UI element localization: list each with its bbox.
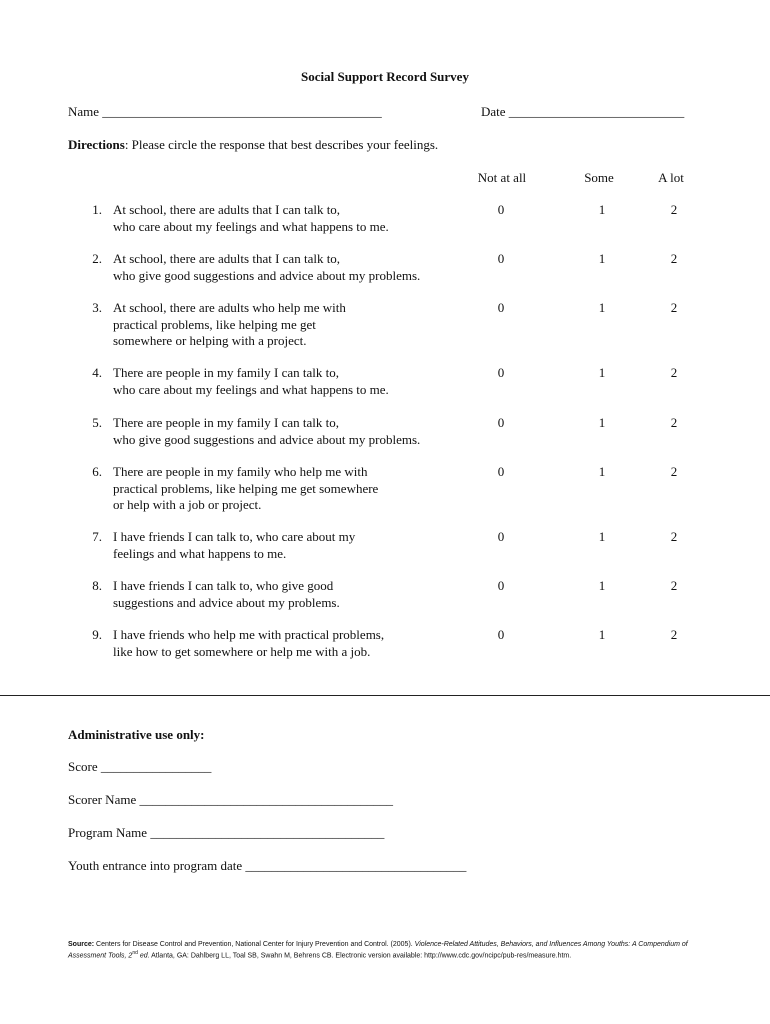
source-citation bbox=[68, 940, 708, 960]
response-option[interactable]: 1 bbox=[598, 202, 606, 217]
response-option[interactable]: 1 bbox=[598, 529, 606, 544]
admin-field-label: Scorer Name bbox=[68, 792, 137, 807]
source-text-1: Centers for Disease Control and Prevention, National Center for Injury Prevention and Control. (2005). bbox=[94, 941, 415, 948]
item-text: I have friends I can talk to, who give good suggestions and advice about my problems. bbox=[113, 578, 340, 610]
admin-field-entrance-date[interactable] bbox=[68, 858, 466, 874]
directions-label: Directions bbox=[68, 137, 125, 152]
response-option[interactable]: 2 bbox=[670, 300, 678, 315]
response-option[interactable]: 2 bbox=[670, 529, 678, 544]
item-text: At school, there are adults who help me with practical problems, like helping me get somewhere or helping with a project. bbox=[113, 300, 346, 348]
column-header-some: Some bbox=[584, 170, 614, 185]
response-option[interactable]: 2 bbox=[670, 578, 678, 593]
item-number: 4. bbox=[92, 365, 102, 380]
item-number: 3. bbox=[92, 300, 102, 315]
item-text: There are people in my family who help me with practical problems, like helping me get somewhere or help with a job or project. bbox=[113, 464, 379, 512]
source-text-2: Atlanta, GA: Dahlberg LL, Toal SB, Swahn M, Behrens CB. Electronic version available: http://www.cdc.gov/ncipc/pub-res/measure.htm. bbox=[149, 952, 572, 960]
response-option[interactable]: 2 bbox=[670, 365, 678, 380]
admin-field-label: Youth entrance into program date bbox=[68, 858, 243, 873]
response-option[interactable]: 0 bbox=[497, 464, 505, 479]
admin-field-line[interactable]: _______________________________________ bbox=[139, 792, 393, 807]
source-title: Violence-Related Attitudes, Behaviors, and Influences Among Youths: A Compendium of Assessment Tools, 2 bbox=[68, 941, 688, 960]
response-option[interactable]: 1 bbox=[598, 415, 606, 430]
column-header-a-lot: A lot bbox=[658, 170, 684, 185]
form-title: Social Support Record Survey bbox=[301, 69, 469, 84]
response-option[interactable]: 2 bbox=[670, 464, 678, 479]
name-label: Name bbox=[68, 104, 100, 119]
response-option[interactable]: 1 bbox=[598, 251, 606, 266]
admin-field-line[interactable]: __________________________________ bbox=[245, 858, 467, 873]
response-option[interactable]: 0 bbox=[497, 202, 505, 217]
name-field[interactable] bbox=[68, 104, 382, 120]
item-number: 5. bbox=[92, 415, 102, 430]
name-line[interactable]: ___________________________________________ bbox=[102, 104, 382, 119]
response-option[interactable]: 1 bbox=[598, 300, 606, 315]
response-option[interactable]: 1 bbox=[598, 627, 606, 642]
item-number: 7. bbox=[92, 529, 102, 544]
item-number: 1. bbox=[92, 202, 102, 217]
item-text: At school, there are adults that I can talk to, who care about my feelings and what happens to me. bbox=[113, 202, 389, 234]
date-label: Date bbox=[481, 104, 506, 119]
date-line[interactable]: ___________________________ bbox=[508, 104, 685, 119]
admin-field-label: Program Name bbox=[68, 825, 148, 840]
response-option[interactable]: 1 bbox=[598, 365, 606, 380]
admin-field-line[interactable]: _________________ bbox=[100, 759, 212, 774]
response-option[interactable]: 0 bbox=[497, 578, 505, 593]
response-option[interactable]: 2 bbox=[670, 251, 678, 266]
item-text: At school, there are adults that I can talk to, who give good suggestions and advice about my problems. bbox=[113, 251, 421, 283]
response-option[interactable]: 2 bbox=[670, 415, 678, 430]
item-number: 2. bbox=[92, 251, 102, 266]
response-option[interactable]: 0 bbox=[497, 365, 505, 380]
response-option[interactable]: 2 bbox=[670, 202, 678, 217]
item-text: There are people in my family I can talk to, who care about my feelings and what happens to me. bbox=[113, 365, 389, 397]
response-option[interactable]: 1 bbox=[598, 578, 606, 593]
response-option[interactable]: 0 bbox=[497, 529, 505, 544]
response-option[interactable]: 0 bbox=[497, 415, 505, 430]
response-option[interactable]: 2 bbox=[670, 627, 678, 642]
item-text: There are people in my family I can talk to, who give good suggestions and advice about my problems. bbox=[113, 415, 421, 447]
admin-field-scorer-name[interactable] bbox=[68, 792, 393, 808]
divider bbox=[0, 695, 770, 696]
admin-field-program-name[interactable] bbox=[68, 825, 384, 841]
directions-text: : Please circle the response that best describes your feelings. bbox=[124, 137, 439, 152]
admin-field-label: Score bbox=[68, 759, 98, 774]
source-edition: ed. bbox=[137, 952, 150, 960]
response-option[interactable]: 1 bbox=[598, 464, 606, 479]
response-option[interactable]: 0 bbox=[497, 251, 505, 266]
item-number: 9. bbox=[92, 627, 102, 642]
admin-field-score[interactable] bbox=[68, 759, 211, 775]
item-number: 8. bbox=[92, 578, 102, 593]
column-header-not-at-all: Not at all bbox=[477, 170, 527, 185]
response-option[interactable]: 0 bbox=[497, 300, 505, 315]
response-option[interactable]: 0 bbox=[497, 627, 505, 642]
item-text: I have friends who help me with practical problems, like how to get somewhere or help me with a job. bbox=[113, 627, 385, 659]
source-label: Source: bbox=[68, 941, 95, 948]
item-text: I have friends I can talk to, who care about my feelings and what happens to me. bbox=[113, 529, 356, 561]
source-superscript: nd bbox=[132, 950, 138, 956]
item-number: 6. bbox=[92, 464, 102, 479]
admin-title: Administrative use only: bbox=[68, 727, 205, 742]
admin-field-line[interactable]: ____________________________________ bbox=[150, 825, 385, 840]
directions bbox=[68, 137, 438, 153]
date-field[interactable] bbox=[481, 104, 684, 120]
